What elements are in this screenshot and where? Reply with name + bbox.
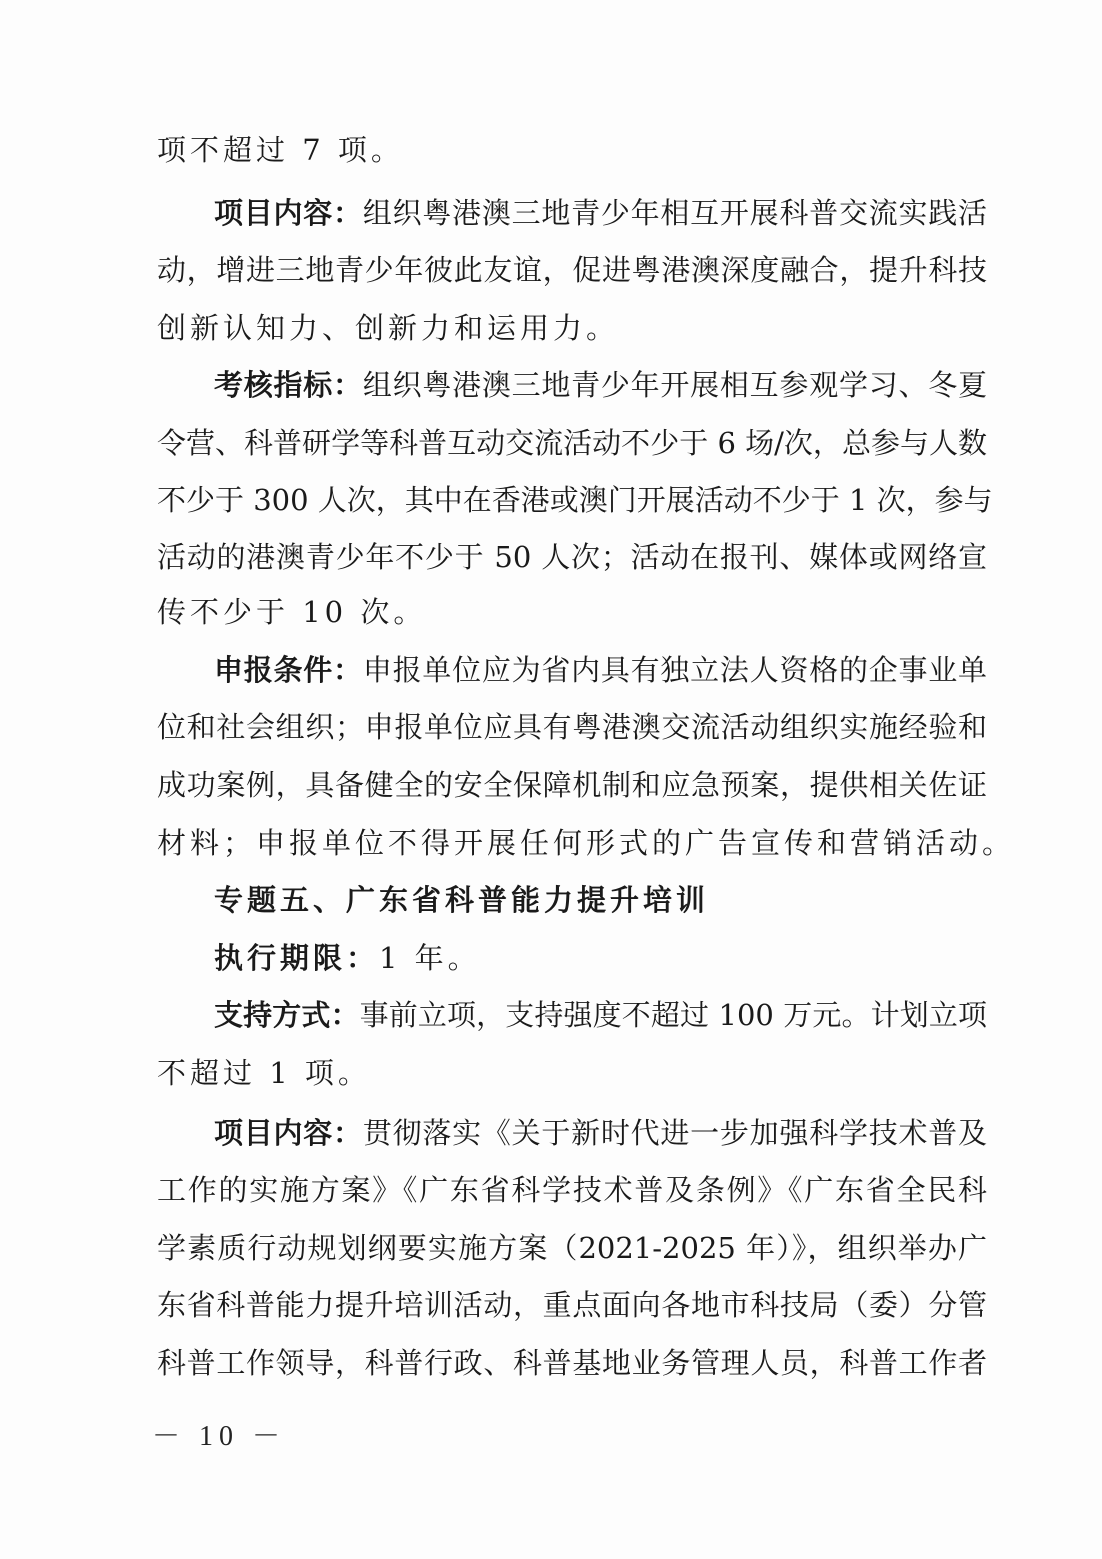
text-line xyxy=(157,132,987,168)
line-text: 学素质行动规划纲要实施方案（2021-2025 年）》，组织举办广 xyxy=(157,1231,987,1265)
text-line xyxy=(214,652,987,688)
text-line xyxy=(157,1345,987,1381)
text-line xyxy=(157,825,1016,861)
text-line xyxy=(157,709,987,745)
line-text: 材料；申报单位不得开展任何形式的广告宣传和营销活动。 xyxy=(157,826,1016,860)
line-text: 事前立项，支持强度不超过 100 万元。计划立项 xyxy=(359,998,987,1032)
line-text: 申报单位应为省内具有独立法人资格的企事业单 xyxy=(362,653,988,687)
page-number: － 10 － xyxy=(152,1421,287,1452)
text-line xyxy=(157,482,993,518)
text-line xyxy=(157,252,987,288)
field-label: 执行期限： xyxy=(214,941,380,975)
text-line xyxy=(157,1230,987,1266)
line-text: 1 年。 xyxy=(379,941,481,975)
line-text: 不超过 1 项。 xyxy=(157,1056,371,1090)
text-line xyxy=(157,310,987,346)
line-text: 贯彻落实《关于新时代进一步加强科学技术普及 xyxy=(362,1116,988,1150)
line-text: 成功案例，具备健全的安全保障机制和应急预案，提供相关佐证 xyxy=(157,768,987,802)
line-text: 工作的实施方案》《广东省科学技术普及条例》《广东省全民科 xyxy=(157,1173,987,1207)
line-text: 令营、科普研学等科普互动交流活动不少于 6 场/次，总参与人数 xyxy=(157,426,987,460)
line-text: 位和社会组织；申报单位应具有粤港澳交流活动组织实施经验和 xyxy=(157,710,987,744)
text-line xyxy=(214,940,987,976)
heading-text: 专题五、广东省科普能力提升培训 xyxy=(214,883,710,917)
text-line xyxy=(214,195,987,231)
line-text: 组织粤港澳三地青少年相互开展科普交流实践活 xyxy=(362,196,988,230)
field-label: 支持方式： xyxy=(214,998,360,1032)
text-line xyxy=(157,539,987,575)
line-text: 不少于 300 人次，其中在香港或澳门开展活动不少于 1 次，参与 xyxy=(157,483,993,517)
text-line xyxy=(157,1287,987,1323)
line-text: 创新认知力、创新力和运用力。 xyxy=(157,311,620,345)
line-text: 传不少于 10 次。 xyxy=(157,595,427,629)
line-text: 项不超过 7 项。 xyxy=(157,133,404,167)
line-text: 科普工作领导，科普行政、科普基地业务管理人员，科普工作者 xyxy=(157,1346,987,1380)
text-line xyxy=(157,1172,987,1208)
line-text: 组织粤港澳三地青少年开展相互参观学习、冬夏 xyxy=(362,368,988,402)
text-line xyxy=(157,594,987,630)
line-text: 动，增进三地青少年彼此友谊，促进粤港澳深度融合，提升科技 xyxy=(157,253,987,287)
text-line xyxy=(214,1115,987,1151)
text-line xyxy=(157,1055,987,1091)
text-line xyxy=(157,425,987,461)
text-line xyxy=(157,767,987,803)
section-heading xyxy=(214,882,987,918)
line-text: 活动的港澳青少年不少于 50 人次；活动在报刊、媒体或网络宣 xyxy=(157,540,987,574)
field-label: 项目内容： xyxy=(214,1116,363,1150)
field-label: 申报条件： xyxy=(214,653,363,687)
field-label: 考核指标： xyxy=(214,368,363,402)
text-line xyxy=(214,367,987,403)
text-line xyxy=(214,997,987,1033)
field-label: 项目内容： xyxy=(214,196,363,230)
line-text: 东省科普能力提升培训活动，重点面向各地市科技局（委）分管 xyxy=(157,1288,987,1322)
